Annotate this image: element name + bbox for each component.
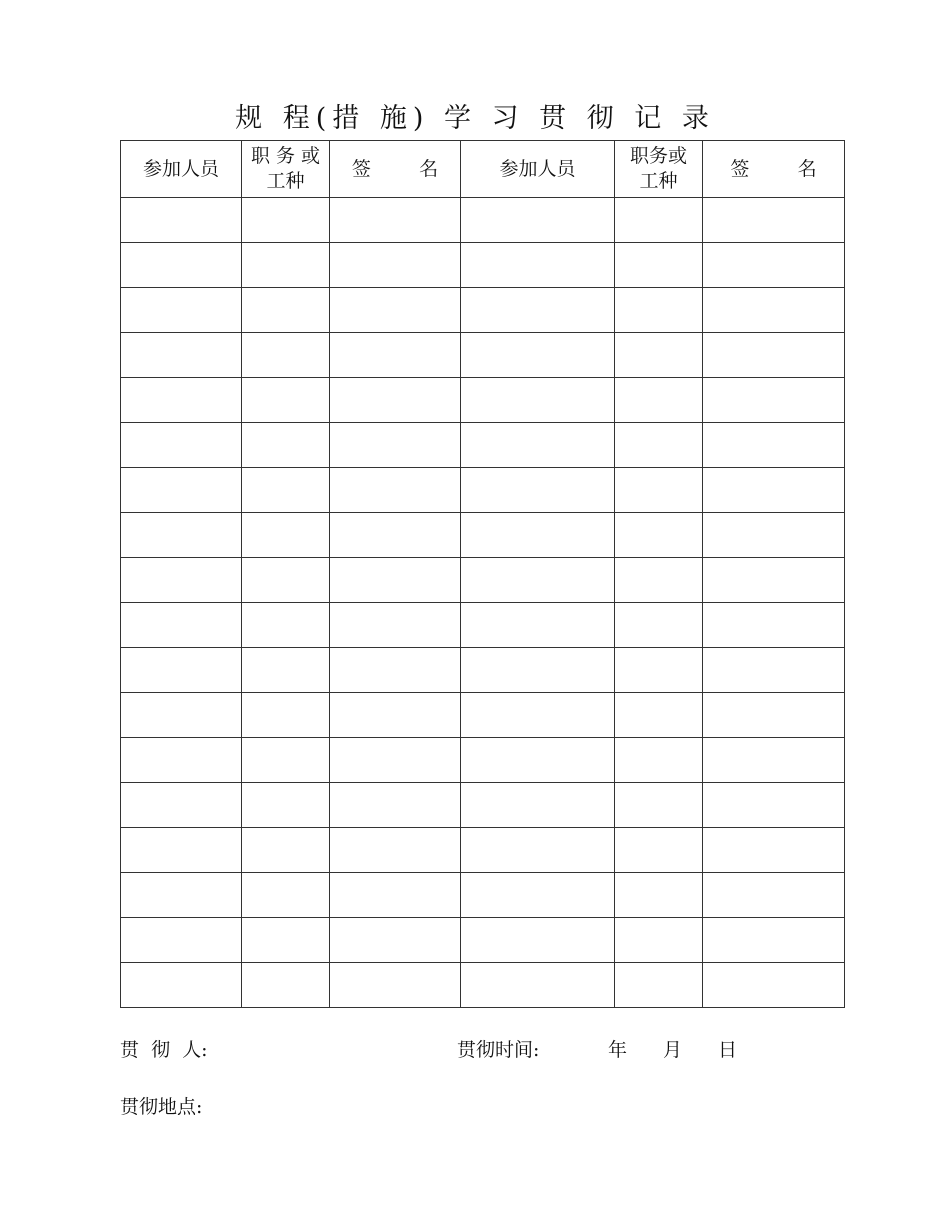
position-cell-2[interactable] — [615, 243, 703, 288]
table-row — [121, 738, 845, 783]
signature-cell-2[interactable] — [703, 828, 845, 873]
participant-cell[interactable] — [121, 468, 242, 513]
signature-cell-2[interactable] — [703, 378, 845, 423]
position-cell[interactable] — [242, 918, 330, 963]
signature-cell[interactable] — [330, 828, 461, 873]
participant-cell-2[interactable] — [461, 333, 615, 378]
table-row — [121, 198, 845, 243]
signature-cell[interactable] — [330, 243, 461, 288]
table-row — [121, 603, 845, 648]
position-cell[interactable] — [242, 423, 330, 468]
position-cell-2[interactable] — [615, 558, 703, 603]
position-cell-2[interactable] — [615, 918, 703, 963]
signature-cell[interactable] — [330, 603, 461, 648]
signature-cell-2[interactable] — [703, 738, 845, 783]
position-cell-2[interactable] — [615, 648, 703, 693]
position-cell-2[interactable] — [615, 828, 703, 873]
signature-cell[interactable] — [330, 333, 461, 378]
participant-cell-2[interactable] — [461, 288, 615, 333]
participant-cell-2[interactable] — [461, 198, 615, 243]
header-position-line2: 工种 — [266, 170, 305, 192]
signature-cell[interactable] — [330, 918, 461, 963]
position-cell-2[interactable] — [615, 288, 703, 333]
signature-cell-2[interactable] — [703, 288, 845, 333]
header-participants-2: 参加人员 — [461, 141, 615, 198]
participant-cell[interactable] — [121, 423, 242, 468]
participant-cell-2[interactable] — [461, 738, 615, 783]
signature-cell-2[interactable] — [703, 333, 845, 378]
position-cell-2[interactable] — [615, 738, 703, 783]
participant-cell-2[interactable] — [461, 918, 615, 963]
position-cell[interactable] — [242, 513, 330, 558]
header-position-line1: 职 务 或 — [250, 145, 321, 167]
position-cell[interactable] — [242, 243, 330, 288]
signature-cell[interactable] — [330, 558, 461, 603]
table-row — [121, 918, 845, 963]
implementer-label: 贯 彻 人: — [120, 1039, 208, 1061]
table-row — [121, 288, 845, 333]
position-cell-2[interactable] — [615, 468, 703, 513]
signature-cell[interactable] — [330, 198, 461, 243]
participant-cell[interactable] — [121, 873, 242, 918]
time-label: 贯彻时间: — [457, 1039, 540, 1061]
participant-cell[interactable] — [121, 333, 242, 378]
location-label: 贯彻地点: — [120, 1096, 203, 1118]
signature-cell-2[interactable] — [703, 873, 845, 918]
position-cell-2[interactable] — [615, 603, 703, 648]
signature-cell-2[interactable] — [703, 558, 845, 603]
participant-cell[interactable] — [121, 648, 242, 693]
table-row — [121, 828, 845, 873]
table-row — [121, 468, 845, 513]
participant-cell[interactable] — [121, 198, 242, 243]
participant-cell[interactable] — [121, 828, 242, 873]
position-cell-2[interactable] — [615, 693, 703, 738]
header-signature: 签 名 — [330, 141, 461, 198]
table-row — [121, 963, 845, 1008]
table-row — [121, 243, 845, 288]
participant-cell-2[interactable] — [461, 783, 615, 828]
table-row — [121, 378, 845, 423]
participant-cell-2[interactable] — [461, 468, 615, 513]
position-cell[interactable] — [242, 558, 330, 603]
participant-cell-2[interactable] — [461, 873, 615, 918]
position-cell[interactable] — [242, 603, 330, 648]
participant-cell-2[interactable] — [461, 513, 615, 558]
signature-cell[interactable] — [330, 288, 461, 333]
position-cell[interactable] — [242, 828, 330, 873]
participant-cell[interactable] — [121, 513, 242, 558]
signature-cell[interactable] — [330, 963, 461, 1008]
signature-cell[interactable] — [330, 513, 461, 558]
position-cell[interactable] — [242, 378, 330, 423]
signature-cell-2[interactable] — [703, 783, 845, 828]
signature-cell[interactable] — [330, 693, 461, 738]
participant-cell-2[interactable] — [461, 693, 615, 738]
header-position-or-trade-2 — [615, 141, 703, 198]
table-row — [121, 873, 845, 918]
year-label: 年 — [608, 1039, 628, 1061]
signature-cell[interactable] — [330, 873, 461, 918]
table-header-row — [121, 141, 845, 198]
signature-cell-2[interactable] — [703, 423, 845, 468]
position-cell-2[interactable] — [615, 378, 703, 423]
signature-cell-2[interactable] — [703, 198, 845, 243]
position-cell[interactable] — [242, 288, 330, 333]
participant-cell-2[interactable] — [461, 243, 615, 288]
position-cell[interactable] — [242, 198, 330, 243]
signature-cell[interactable] — [330, 738, 461, 783]
signature-cell[interactable] — [330, 468, 461, 513]
table-row — [121, 423, 845, 468]
table-body — [121, 198, 845, 1008]
signature-cell[interactable] — [330, 378, 461, 423]
table-row — [121, 648, 845, 693]
signature-cell-2[interactable] — [703, 648, 845, 693]
header-signature-2: 签 名 — [703, 141, 845, 198]
table-row — [121, 693, 845, 738]
position-cell-2[interactable] — [615, 783, 703, 828]
signature-cell[interactable] — [330, 648, 461, 693]
position-cell[interactable] — [242, 783, 330, 828]
position-cell-2[interactable] — [615, 198, 703, 243]
position-cell-2[interactable] — [615, 963, 703, 1008]
table-row — [121, 513, 845, 558]
table-row — [121, 558, 845, 603]
participant-cell-2[interactable] — [461, 558, 615, 603]
participant-cell[interactable] — [121, 783, 242, 828]
position-cell-2[interactable] — [615, 513, 703, 558]
participant-cell[interactable] — [121, 918, 242, 963]
position-cell[interactable] — [242, 873, 330, 918]
signature-cell-2[interactable] — [703, 918, 845, 963]
participant-cell-2[interactable] — [461, 603, 615, 648]
signature-cell-2[interactable] — [703, 243, 845, 288]
signature-cell-2[interactable] — [703, 468, 845, 513]
participant-cell[interactable] — [121, 738, 242, 783]
header-position-line2-2: 工种 — [639, 170, 678, 192]
study-record-table — [120, 140, 845, 1008]
position-cell[interactable] — [242, 648, 330, 693]
table-row — [121, 783, 845, 828]
participant-cell[interactable] — [121, 243, 242, 288]
position-cell[interactable] — [242, 333, 330, 378]
participant-cell-2[interactable] — [461, 963, 615, 1008]
signature-cell[interactable] — [330, 783, 461, 828]
signature-cell[interactable] — [330, 423, 461, 468]
participant-cell[interactable] — [121, 693, 242, 738]
signature-cell-2[interactable] — [703, 693, 845, 738]
position-cell-2[interactable] — [615, 873, 703, 918]
position-cell-2[interactable] — [615, 333, 703, 378]
position-cell[interactable] — [242, 738, 330, 783]
participant-cell[interactable] — [121, 963, 242, 1008]
document-title: 规 程(措 施) 学 习 贯 彻 记 录 — [235, 103, 715, 134]
day-label: 日 — [718, 1039, 738, 1061]
participant-cell-2[interactable] — [461, 378, 615, 423]
position-cell[interactable] — [242, 693, 330, 738]
position-cell-2[interactable] — [615, 423, 703, 468]
position-cell[interactable] — [242, 963, 330, 1008]
header-participants: 参加人员 — [121, 141, 242, 198]
participant-cell-2[interactable] — [461, 648, 615, 693]
table-row — [121, 333, 845, 378]
signature-cell-2[interactable] — [703, 513, 845, 558]
header-position-or-trade — [242, 141, 330, 198]
participant-cell-2[interactable] — [461, 828, 615, 873]
participant-cell[interactable] — [121, 558, 242, 603]
signature-cell-2[interactable] — [703, 603, 845, 648]
signature-cell-2[interactable] — [703, 963, 845, 1008]
participant-cell[interactable] — [121, 603, 242, 648]
position-cell[interactable] — [242, 468, 330, 513]
header-position-line1-2: 职务或 — [629, 145, 687, 167]
participant-cell[interactable] — [121, 288, 242, 333]
participant-cell[interactable] — [121, 378, 242, 423]
month-label: 月 — [663, 1039, 683, 1061]
participant-cell-2[interactable] — [461, 423, 615, 468]
